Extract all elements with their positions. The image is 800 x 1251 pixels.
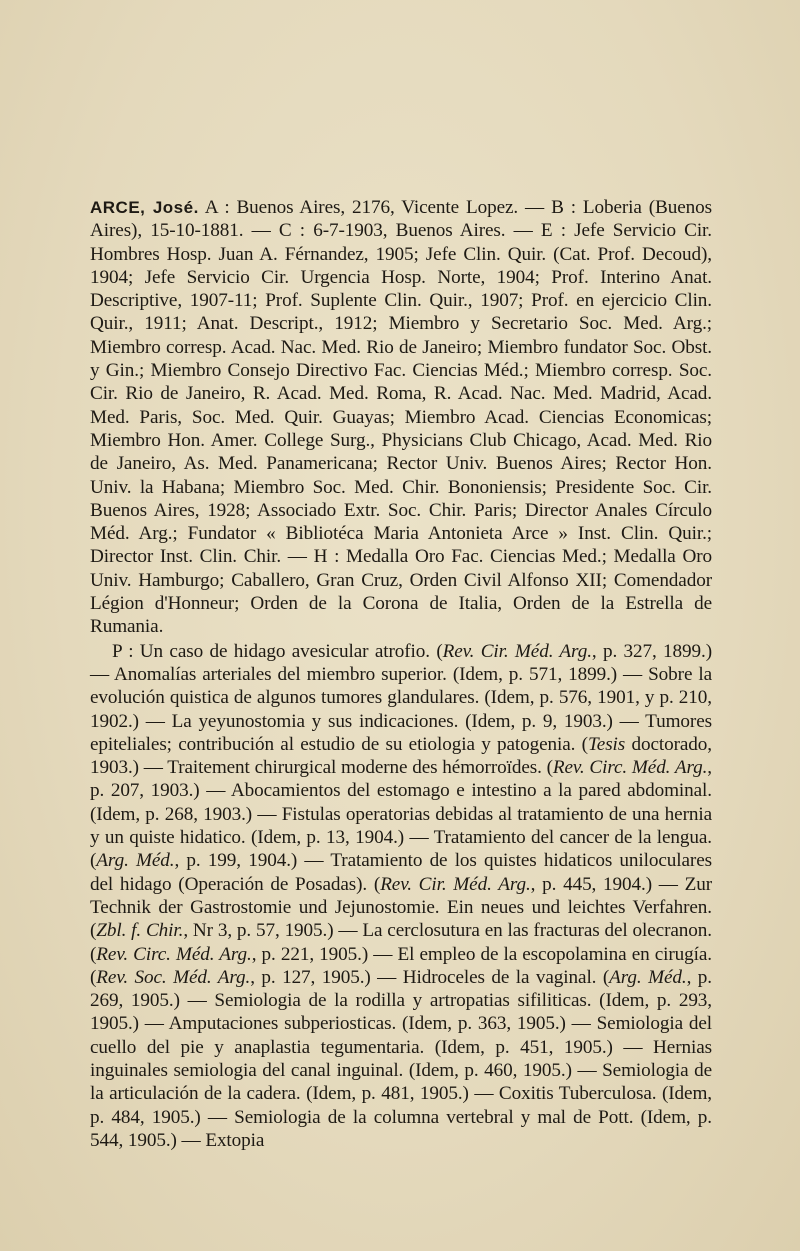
publication-journal: Rev. Cir. Méd. Arg. [380,873,531,895]
publication-journal: Arg. Méd. [609,966,687,988]
publications-paragraph [90,640,712,1153]
publication-text: , p. 221, 1905.) — El empleo de la escopolamina en cirugía. ( [90,943,712,988]
publication-journal: Zbl. f. Chir. [96,920,184,942]
publication-text: , p. 445, 1904.) — Zur Technik der Gastrostomie und Jejunostomie. Ein neues und leichtes Verfahren. ( [90,873,712,942]
publication-text: , p. 327, 1899.) — Anomalías arteriales del miembro superior. (Idem, p. 571, 1899.) — Sobre la evolución quistica de algunos tumores glandulares. (Idem, p. 576, 1901, y p. 210, 1902.) — La yeyunostomia y sus indicaciones. (Idem, p. 9, 1903.) — Tumores epiteliales; contribución al estudio de su etiologia y patogenia. ( [90,640,713,755]
publication-text: , p. 199, 1904.) — Tratamiento de los quistes hidaticos uniloculares del hidago (Operación de Posadas). ( [90,850,713,895]
publication-journal: Arg. Méd. [96,850,175,872]
publication-journal: Tesis [587,733,626,755]
publication-text: , p. 207, 1903.) — Abocamientos del estomago e intestino a la pared abdominal. (Idem, p. 268, 1903.) — Fistulas operatorias debidas al tratamiento de una hernia y un quiste hidatico. (Idem, p. 13, 1904.) — Tratamiento del cancer de la lengua. ( [90,757,712,872]
publication-text: P : Un caso de hidago avesicular atrofio. ( [112,640,443,662]
publication-text: doctorado, 1903.) — Traitement chirurgical moderne des hémorroïdes. ( [90,733,712,779]
entry-bio-paragraph [90,196,712,639]
publication-text: , p. 127, 1905.) — Hidroceles de la vaginal. ( [250,966,610,988]
publication-journal: Rev. Circ. Méd. Arg. [552,757,708,779]
biographical-entry [90,196,712,1152]
publication-journal: Rev. Circ. Méd. Arg. [96,943,252,965]
publication-text: , Nr 3, p. 57, 1905.) — La cerclosutura en las fracturas del olecranon. ( [90,920,712,965]
entry-bio: A : Buenos Aires, 2176, Vicente Lopez. — B : Loberia (Buenos Aires), 15-10-1881. — C : 6-7-1903, Buenos Aires. — E : Jefe Servicio Cir. Hombres Hosp. Juan A. Férnandez, 1905; Jefe Clin. Quir. (Cat. Prof. Decoud), 1904; Jefe Servicio Cir. Urgencia Hosp. Norte, 1904; Prof. Interino Anat. Descriptive, 1907-11; Prof. Suplente Clin. Quir., 1907; Prof. en ejercicio Clin. Quir., 1911; Anat. Descript., 1912; Miembro y Secretario Soc. Med. Arg.; Miembro corresp. Acad. Nac. Med. Rio de Janeiro; Miembro fundator Soc. Obst. y Gin.; Miembro Consejo Directivo Fac. Ciencias Méd.; Miembro corresp. Soc. Cir. Rio de Janeiro, R. Acad. Med. Roma, R. Acad. Nac. Med. Madrid, Acad. Med. Paris, Soc. Med. Quir. Guayas; Miembro Acad. Ciencias Economicas; Miembro Hon. Amer. College Surg., Physicians Club Chicago, Acad. Med. Rio de Janeiro, As. Med. Panamericana; Rector Univ. Buenos Aires; Rector Hon. Univ. la Habana; Miembro Soc. Med. Chir. Bononiensis; Presidente Soc. Cir. Buenos Aires, 1928; Associado Extr. Soc. Chir. Paris; Director Anales Círculo Méd. Arg.; Fundator « Bibliotéca Maria Antonieta Arce » Inst. Clin. Quir.; Director Inst. Clin. Chir. — H : Medalla Oro Fac. Ciencias Med.; Medalla Oro Univ. Hamburgo; Caballero, Gran Cruz, Orden Civil Alfonso XII; Comendador Légion d'Honneur; Orden de la Corona de Italia, Orden de la Estrella de Rumania. [90,197,712,638]
publication-text: , p. 269, 1905.) — Semiologia de la rodilla y artropatias sifiliticas. (Idem, p. 293, 1905.) — Amputaciones subperiosticas. (Idem, p. 363, 1905.) — Semiologia del cuello del pie y anaplastia tegumentaria. (Idem, p. 451, 1905.) — Hernias inguinales semiologia del canal inguinal. (Idem, p. 460, 1905.) — Semiologia de la articulación de la cadera. (Idem, p. 481, 1905.) — Coxitis Tuberculosa. (Idem, p. 484, 1905.) — Semiologia de la columna vertebral y mal de Pott. (Idem, p. 544, 1905.) — Extopia [90,966,712,1151]
entry-name: ARCE, José. [90,198,199,217]
publication-journal: Rev. Soc. Méd. Arg. [96,966,251,988]
publication-journal: Rev. Cir. Méd. Arg. [442,640,592,662]
